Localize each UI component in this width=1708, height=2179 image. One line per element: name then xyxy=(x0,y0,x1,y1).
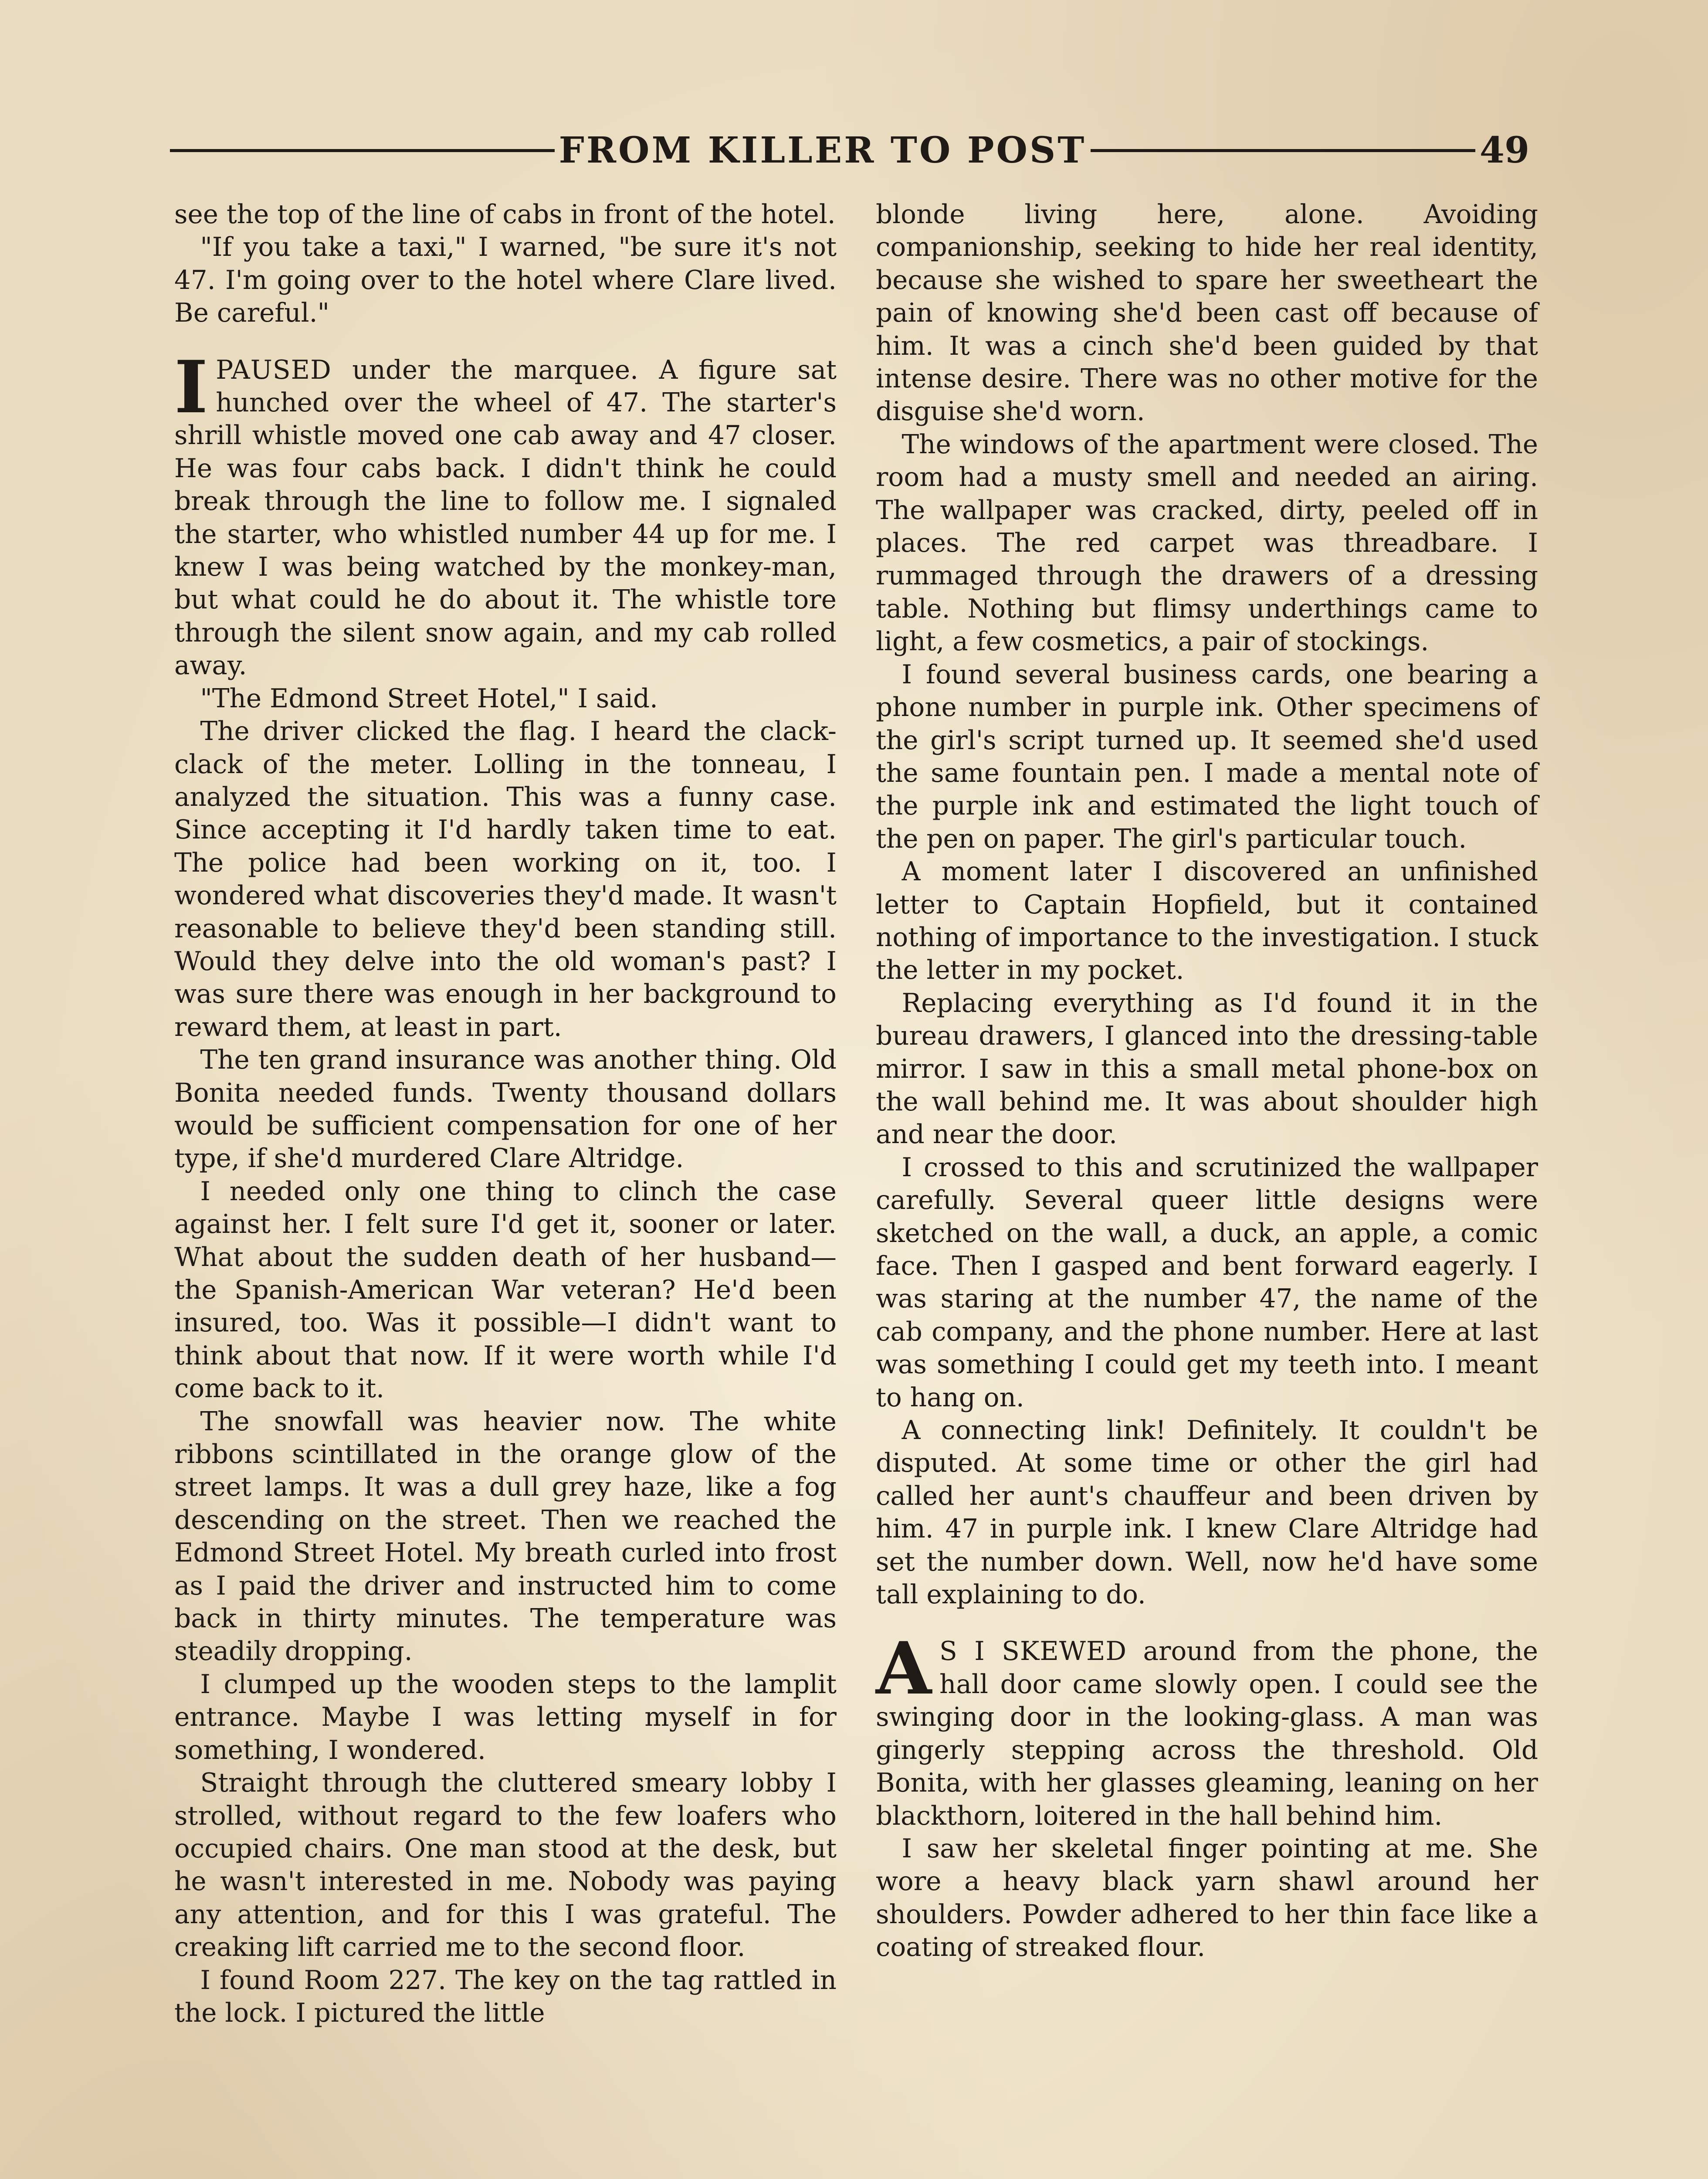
paragraph: I crossed to this and scrutinized the wallpaper carefully. Several queer little designs were sketched on the wall, a duck, an apple, a comic face. Then I gasped and bent forward eagerly. I was staring at the number 47, the name of the cab company, and the phone number. Here at last was something I could get my teeth into. I meant to hang on. xyxy=(876,1152,1538,1413)
text-column-left xyxy=(174,198,837,2030)
small-caps-lead: PAUSED xyxy=(216,355,332,385)
paragraph: "The Edmond Street Hotel," I said. xyxy=(200,683,658,714)
paragraph: The driver clicked the flag. I heard the clack-clack of the meter. Lolling in the tonneau, I analyzed the situation. This was a funny case. Since accepting it I'd hardly taken time to eat. The police had been working on it, too. I wondered what discoveries they'd made. It wasn't reasonable to believe they'd been standing still. Would they delve into the old woman's past? I was sure there was enough in her background to reward them, at least in part. xyxy=(174,716,837,1042)
section-opening-paragraph xyxy=(876,1626,1539,1832)
paragraph: blonde living here, alone. Avoiding companionship, seeking to hide her real identity, because she wished to spare her sweetheart the pain of knowing she'd been cast off because of him. It was a cinch she'd been guided by that intense desire. There was no other motive for the disguise she'd worn. xyxy=(876,200,1538,427)
section-opening-paragraph xyxy=(174,344,837,682)
paragraph: The snowfall was heavier now. The white ribbons scintillated in the orange glow of the street lamps. It was a dull grey haze, like a fog descending on the street. Then we reached the Edmond Street Hotel. My breath curled into frost as I paid the driver and instructed him to come back in thirty minutes. The temperature was steadily dropping. xyxy=(174,1406,837,1667)
running-title: FROM KILLER TO POST xyxy=(559,129,1087,171)
page-number: 49 xyxy=(1479,129,1530,171)
header-rule-right xyxy=(1091,149,1475,152)
paragraph: see the top of the line of cabs in front of the hotel. xyxy=(174,200,836,230)
running-header xyxy=(170,126,1529,174)
paragraph: Straight through the cluttered smeary lobby I strolled, without regard to the few loafers who occupied chairs. One man stood at the desk, but he wasn't interested in me. Nobody was paying any attention, and for this I was grateful. The creaking lift carried me to the second floor. xyxy=(174,1768,837,1963)
paragraph: I needed only one thing to clinch the case against her. I felt sure I'd get it, sooner or later. What about the sudden death of her husband—the Spanish-American War veteran? He'd been insured, too. Was it possible—I didn't want to think about that now. If it were worth while I'd come back to it. xyxy=(174,1176,837,1404)
paragraph: The ten grand insurance was another thing. Old Bonita needed funds. Twenty thousand dollars would be sufficient compensation for one of her type, if she'd murdered Clare Altridge. xyxy=(174,1045,837,1174)
paragraph: I saw her skeletal finger pointing at me. She wore a heavy black yarn shawl around her shoulders. Powder adhered to her thin face like a coating of streaked flour. xyxy=(876,1833,1538,1963)
paragraph: I found Room 227. The key on the tag rattled in the lock. I pictured the little xyxy=(174,1965,837,2028)
paragraph: I found several business cards, one bearing a phone number in purple ink. Other specimens of the girl's script turned up. It seemed she'd used the same fountain pen. I made a mental note of the purple ink and estimated the light touch of the pen on paper. The girl's particular touch. xyxy=(876,659,1538,854)
header-rule-left xyxy=(170,149,555,152)
paragraph-text: around from the phone, the hall door came slowly open. I could see the swinging door in the looking-glass. A man was gingerly stepping across the threshold. Old Bonita, with her glasses gleaming, leaning on her blackthorn, loitered in the hall behind him. xyxy=(876,1636,1539,1831)
paragraph: "If you take a taxi," I warned, "be sure it's not 47. I'm going over to the hotel where Clare lived. Be careful." xyxy=(174,232,837,329)
paragraph: I clumped up the wooden steps to the lamplit entrance. Maybe I was letting myself in for something, I wondered. xyxy=(174,1669,837,1765)
paragraph: A moment later I discovered an unfinished letter to Captain Hopfield, but it contained nothing of importance to the investigation. I stuck the letter in my pocket. xyxy=(876,857,1538,986)
paragraph-text: under the marquee. A figure sat hunched over the wheel of 47. The starter's shrill whistle moved one cab away and 47 closer. He was four cabs back. I didn't think he could break through the line to follow me. I signaled the starter, who whistled number 44 up for me. I knew I was being watched by the monkey-man, but what could he do about it. The whistle tore through the silent snow again, and my cab rolled away. xyxy=(174,355,837,681)
drop-cap: A xyxy=(876,1626,932,1711)
paragraph: The windows of the apartment were closed. The room had a musty smell and needed an airing. The wallpaper was cracked, dirty, peeled off in places. The red carpet was threadbare. I rummaged through the drawers of a dressing table. Nothing but flimsy underthings came to light, a few cosmetics, a pair of stockings. xyxy=(876,429,1538,657)
paragraph: Replacing everything as I'd found it in the bureau drawers, I glanced into the dressing-table mirror. I saw in this a small metal phone-box on the wall behind me. It was about shoulder high and near the door. xyxy=(876,988,1538,1150)
text-column-right xyxy=(876,198,1538,1964)
paragraph: A connecting link! Definitely. It couldn't be disputed. At some time or other the girl had called her aunt's chauffeur and been driven by him. 47 in purple ink. I knew Clare Altridge had set the number down. Well, now he'd have some tall explaining to do. xyxy=(876,1415,1538,1610)
drop-cap: I xyxy=(174,344,208,429)
small-caps-lead: S I SKEWED xyxy=(939,1636,1127,1667)
